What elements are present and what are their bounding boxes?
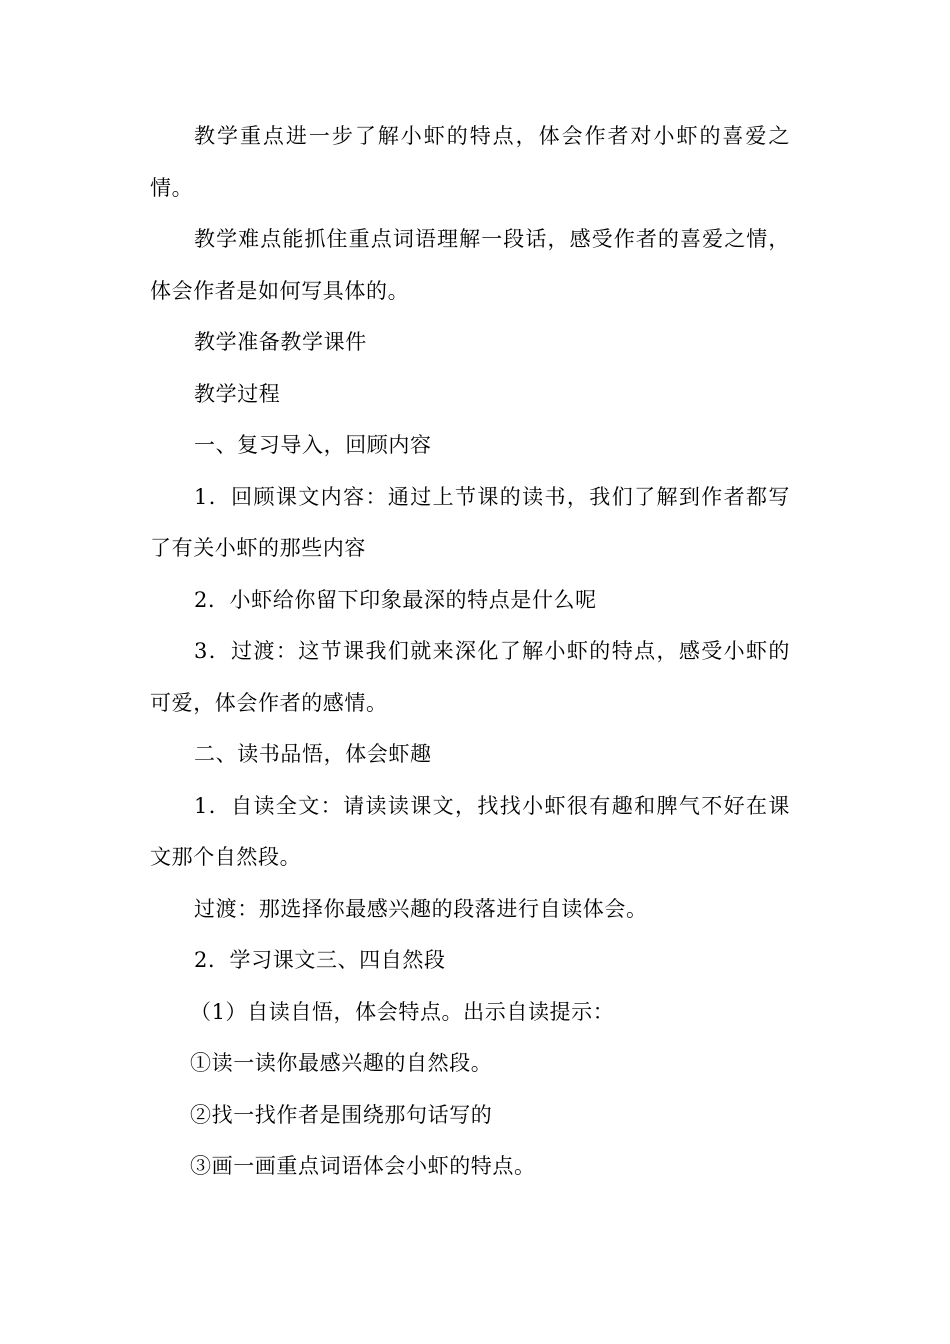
paragraph-item-1: 1．回顾课文内容：通过上节课的读书，我们了解到作者都写了有关小虾的那些内容 xyxy=(150,484,790,560)
paragraph-item-3: 3．过渡：这节课我们就来深化了解小虾的特点，感受小虾的可爱，体会作者的感情。 xyxy=(150,639,790,715)
paragraph-self-reading: 1．自读全文：请读读课文，找找小虾很有趣和脾气不好在课文那个自然段。 xyxy=(150,793,790,869)
paragraph-teaching-difficulty: 教学难点能抓住重点词语理解一段话，感受作者的喜爱之情，体会作者是如何写具体的。 xyxy=(150,227,790,303)
paragraph-reading-prompt: （1）自读自悟，体会特点。出示自读提示： xyxy=(190,999,615,1024)
paragraph-item-2: 2．小虾给你留下印象最深的特点是什么呢 xyxy=(194,587,597,612)
section-heading-reading: 二、读书品悟，体会虾趣 xyxy=(194,742,432,766)
list-item-draw: ③画一画重点词语体会小虾的特点。 xyxy=(190,1154,536,1178)
paragraph-teaching-process: 教学过程 xyxy=(194,381,281,406)
paragraph-transition: 过渡：那选择你最感兴趣的段落进行自读体会。 xyxy=(194,896,648,921)
paragraph-teaching-preparation: 教学准备教学课件 xyxy=(194,330,367,354)
document-body xyxy=(150,111,790,1193)
paragraph-teaching-focus: 教学重点进一步了解小虾的特点，体会作者对小虾的喜爱之情。 xyxy=(150,124,790,200)
list-item-read: ①读一读你最感兴趣的自然段。 xyxy=(190,1051,493,1075)
list-item-find: ②找一找作者是围绕那句话写的 xyxy=(190,1102,493,1127)
paragraph-study-sections: 2．学习课文三、四自然段 xyxy=(194,948,446,972)
section-heading-review: 一、复习导入，回顾内容 xyxy=(194,433,432,457)
